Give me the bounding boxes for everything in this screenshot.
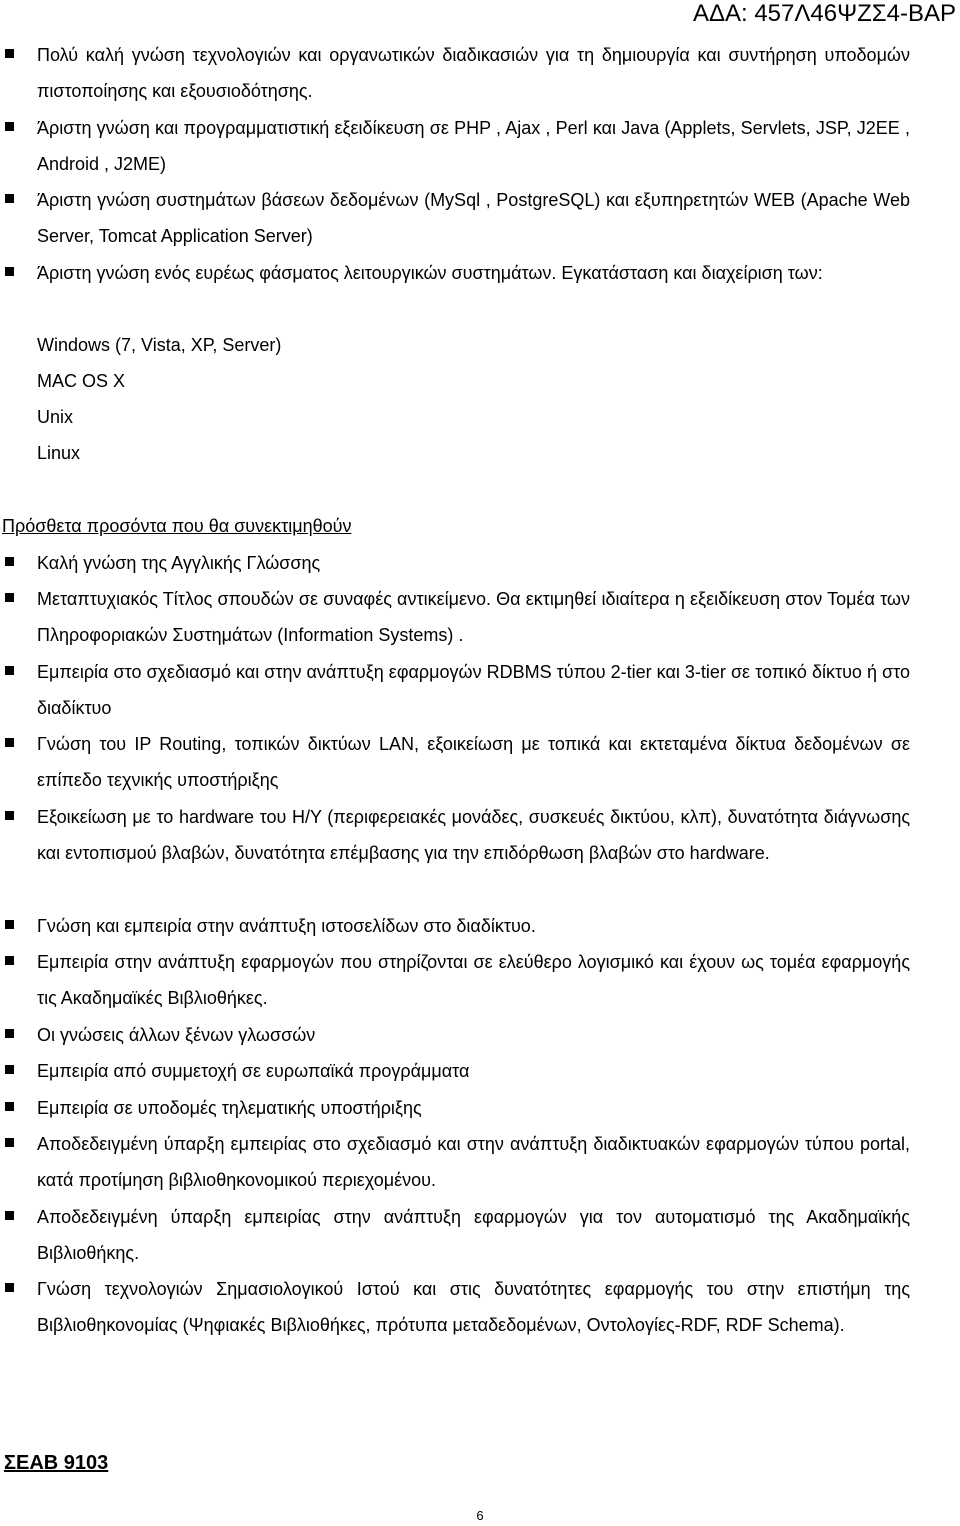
os-item: Windows (7, Vista, XP, Server): [37, 335, 282, 355]
bullet-icon: [5, 1065, 14, 1074]
list-item-text: Γνώση του IP Routing, τοπικών δικτύων LAN, εξοικείωση με τοπικά και εκτεταμένα δίκτυα δεδομένων σε επίπεδο τεχνικής υποστήριξης: [37, 734, 910, 791]
list-item-text: Εμπειρία από συμμετοχή σε ευρωπαϊκά προγράμματα: [37, 1061, 470, 1081]
bullet-icon: [5, 557, 14, 566]
list-item-text: Καλή γνώση της Αγγλικής Γλώσσης: [37, 553, 321, 573]
os-item: MAC OS X: [37, 371, 126, 391]
bullet-icon: [5, 593, 14, 602]
list-item-text: Εμπειρία στην ανάπτυξη εφαρμογών που στηρίζονται σε ελεύθερο λογισμικό και έχουν ως τομέα εφαρμογής τις Ακαδημαϊκές Βιβλιοθήκες.: [37, 952, 910, 1009]
section-heading: Πρόσθετα προσόντα που θα συνεκτιμηθούν: [2, 516, 352, 536]
list-item-text: Πολύ καλή γνώση τεχνολογιών και οργανωτικών διαδικασιών για τη δημιουργία και συντήρηση υποδομών πιστοποίησης και εξουσιοδότησης.: [37, 45, 910, 102]
list-item-text: Άριστη γνώση συστημάτων βάσεων δεδομένων (MySql , PostgreSQL) και εξυπηρετητών WEB (Apache Web Server, Tomcat Application Server): [37, 190, 910, 247]
ada-code: ΑΔΑ: 457Λ46ΨΖΣ4-ΒΑΡ: [692, 0, 956, 27]
list-item-text: Εξοικείωση με το hardware του Η/Υ (περιφερειακές μονάδες, συσκευές δικτύου, κλπ), δυνατότητα διάγνωσης και εντοπισμού βλαβών, δυνατότητα επέμβασης για την επιδόρθωση βλαβών στο hardware.: [37, 807, 910, 864]
bullet-icon: [5, 811, 14, 820]
list-item-text: Αποδεδειγμένη ύπαρξη εμπειρίας στην ανάπτυξη εφαρμογών για τον αυτοματισμό της Ακαδημαϊκής Βιβλιοθήκης.: [37, 1207, 910, 1264]
bullet-icon: [5, 1102, 14, 1111]
list-item-text: Εμπειρία σε υποδομές τηλεματικής υποστήριξης: [37, 1098, 422, 1118]
list-item-text: Οι γνώσεις άλλων ξένων γλωσσών: [37, 1025, 316, 1045]
bullet-icon: [5, 1029, 14, 1038]
list-item-text: Άριστη γνώση και προγραμματιστική εξειδίκευση σε PHP , Ajax , Perl και Java (Applets, Servlets, JSP, J2EE , Android , J2ME): [37, 118, 910, 175]
document-code: ΣΕΑΒ 9103: [4, 1452, 109, 1474]
bullet-icon: [5, 1283, 14, 1292]
list-item-text: Αποδεδειγμένη ύπαρξη εμπειρίας στο σχεδιασμό και στην ανάπτυξη διαδικτυακών εφαρμογών τύπου portal, κατά προτίμηση βιβλιοθηκονομικού περιεχομένου.: [37, 1134, 910, 1191]
bullet-icon: [5, 49, 14, 58]
bullet-icon: [5, 1138, 14, 1147]
bullet-icon: [5, 122, 14, 131]
bullet-icon: [5, 920, 14, 929]
bullet-icon: [5, 267, 14, 276]
bullet-icon: [5, 738, 14, 747]
os-item: Unix: [37, 407, 74, 427]
list-item-text: Μεταπτυχιακός Τίτλος σπουδών σε συναφές αντικείμενο. Θα εκτιμηθεί ιδιαίτερα η εξειδίκευση στον Τομέα των Πληροφοριακών Συστημάτων (Information Systems) .: [37, 589, 910, 646]
bullet-icon: [5, 194, 14, 203]
list-item-text: Εμπειρία στο σχεδιασμό και στην ανάπτυξη εφαρμογών RDBMS τύπου 2-tier και 3-tier σε τοπικό δίκτυο ή στο διαδίκτυο: [37, 662, 910, 719]
list-item-text: Γνώση τεχνολογιών Σημασιολογικού Ιστού και στις δυνατότητες εφαρμογής του στην επιστήμη της Βιβλιοθηκονομίας (Ψηφιακές Βιβλιοθήκες, πρότυπα μεταδεδομένων, Οντολογίες-RDF, RDF Schema).: [37, 1279, 910, 1336]
bullet-icon: [5, 666, 14, 675]
list-item-text: Άριστη γνώση ενός ευρέως φάσματος λειτουργικών συστημάτων. Εγκατάσταση και διαχείριση των:: [37, 263, 823, 283]
list-item-text: Γνώση και εμπειρία στην ανάπτυξη ιστοσελίδων στο διαδίκτυο.: [37, 916, 536, 936]
page-number: 6: [476, 1508, 484, 1523]
bullet-icon: [5, 956, 14, 965]
bullet-icon: [5, 1211, 14, 1220]
os-item: Linux: [37, 443, 81, 463]
